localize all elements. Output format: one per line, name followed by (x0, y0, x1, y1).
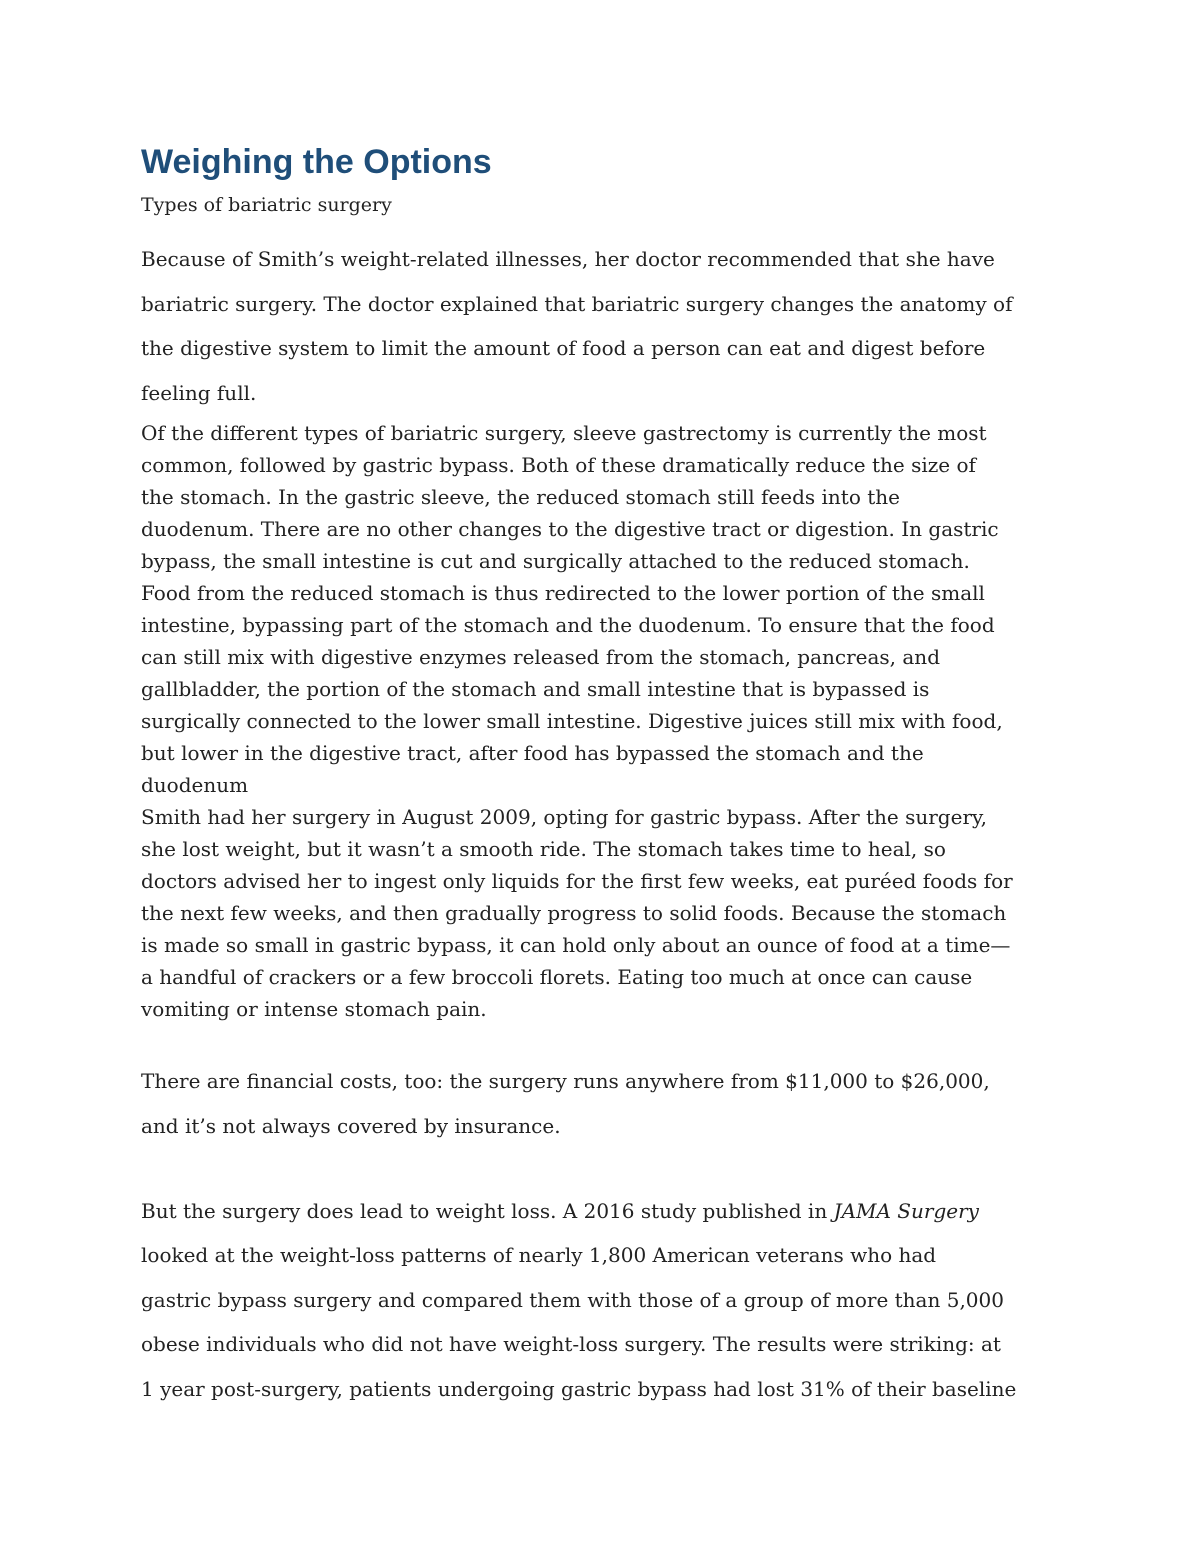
text-line: obese individuals who did not have weight-loss surgery. The results were striking: at (141, 1332, 1001, 1357)
text-line: looked at the weight-loss patterns of nearly 1,800 American veterans who had (141, 1243, 937, 1268)
text-line: gallbladder, the portion of the stomach and small intestine that is bypassed is (141, 677, 930, 702)
text-line: Because of Smith’s weight-related illnesses, her doctor recommended that she have (141, 247, 995, 271)
text-line: intestine, bypassing part of the stomach and the duodenum. To ensure that the food (141, 613, 995, 638)
text-line: a handful of crackers or a few broccoli florets. Eating too much at once can cause (141, 965, 973, 990)
paragraph-surgery-types (141, 417, 1076, 801)
journal-name: JAMA Surgery (833, 1198, 979, 1223)
text-line: 1 year post-surgery, patients undergoing gastric bypass had lost 31% of their baseline (141, 1376, 1017, 1401)
text-line: and it’s not always covered by insurance. (141, 1113, 561, 1138)
text-line: feeling full. (141, 380, 257, 405)
paragraph-intro (141, 237, 1076, 415)
text-line: can still mix with digestive enzymes released from the stomach, pancreas, and (141, 645, 940, 670)
text-line: gastric bypass surgery and compared them with those of a group of more than 5,000 (141, 1287, 1004, 1312)
paragraph-weight-loss-study (141, 1189, 1076, 1412)
text-line: duodenum (141, 773, 249, 798)
text-line: common, followed by gastric bypass. Both of these dramatically reduce the size of (141, 453, 976, 478)
document-title: Weighing the Options (141, 143, 492, 181)
text-line: is made so small in gastric bypass, it can hold only about an ounce of food at a time— (141, 933, 1011, 958)
text-line: but lower in the digestive tract, after food has bypassed the stomach and the (141, 741, 924, 766)
text-line: the stomach. In the gastric sleeve, the reduced stomach still feeds into the (141, 485, 900, 510)
paragraph-smith-surgery (141, 801, 1076, 1025)
paragraph-costs (141, 1059, 1076, 1148)
text-run: But the surgery does lead to weight loss. A 2016 study published in (141, 1198, 834, 1223)
text-line: vomiting or intense stomach pain. (141, 997, 487, 1022)
document-body (141, 138, 1076, 1412)
text-line: the next few weeks, and then gradually progress to solid foods. Because the stomach (141, 901, 1007, 926)
text-line: bypass, the small intestine is cut and surgically attached to the reduced stomach. (141, 549, 970, 574)
text-line: Smith had her surgery in August 2009, opting for gastric bypass. After the surgery, (141, 805, 988, 830)
text-line: doctors advised her to ingest only liquids for the first few weeks, eat puréed foods for (141, 869, 1013, 894)
text-line: Of the different types of bariatric surgery, sleeve gastrectomy is currently the most (141, 421, 987, 446)
text-line: she lost weight, but it wasn’t a smooth ride. The stomach takes time to heal, so (141, 837, 946, 862)
document-subtitle: Types of bariatric surgery (141, 194, 392, 216)
text-line: surgically connected to the lower small intestine. Digestive juices still mix with food, (141, 709, 1003, 734)
text-line: Food from the reduced stomach is thus redirected to the lower portion of the small (141, 581, 985, 606)
text-line (141, 1189, 1076, 1234)
text-line: There are financial costs, too: the surgery runs anywhere from $11,000 to $26,000, (141, 1069, 990, 1094)
text-line: the digestive system to limit the amount of food a person can eat and digest before (141, 336, 986, 361)
text-line: bariatric surgery. The doctor explained that bariatric surgery changes the anatomy of (141, 291, 1013, 316)
text-line: duodenum. There are no other changes to the digestive tract or digestion. In gastric (141, 517, 999, 542)
